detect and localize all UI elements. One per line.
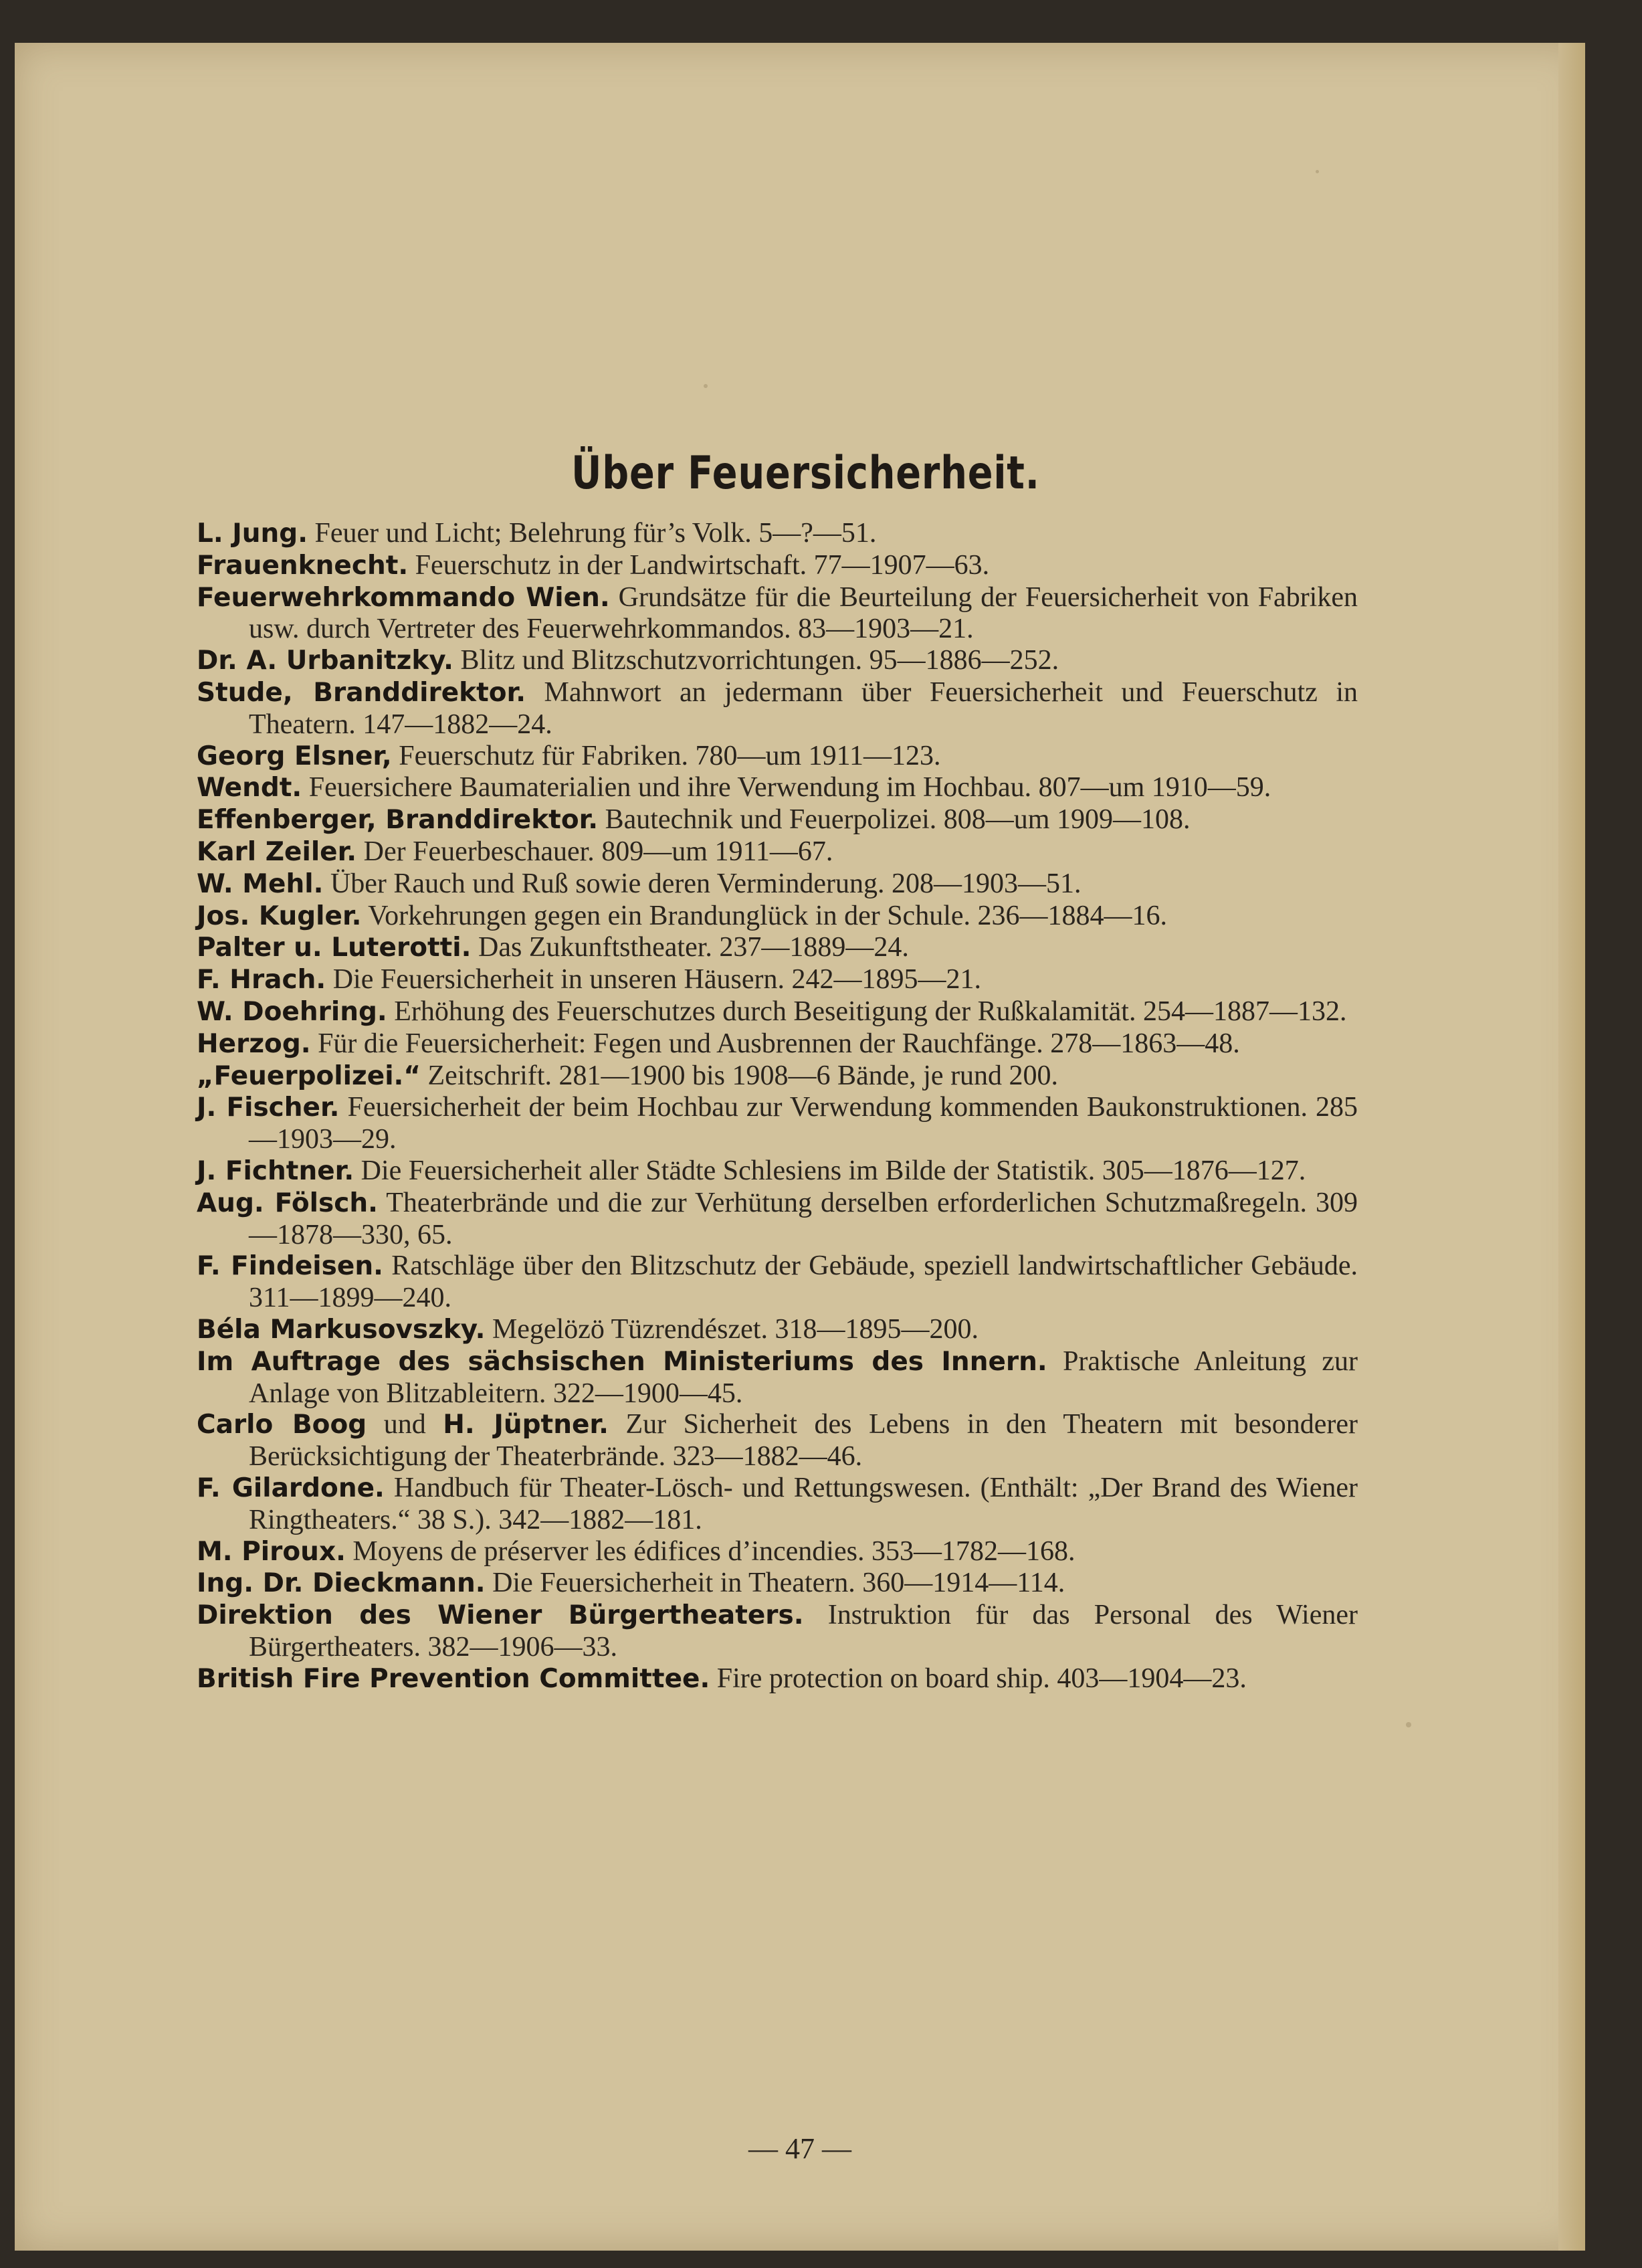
entry-author: J. Fischer.	[197, 1093, 340, 1123]
bibliography-entry	[197, 1188, 1358, 1251]
entry-text: Grundsätze für die Beurteilung der Feuersicherheit von Fabriken usw. durch Vertreter des Feuerwehrkommandos. 83—1903—21.	[249, 581, 1358, 645]
bibliography-entry	[197, 741, 1358, 773]
entry-author: W. Mehl.	[197, 868, 324, 899]
entry-text: Theaterbrände und die zur Verhütung derselben erforderlichen Schutzmaßregeln. 309—1878—330, 65.	[249, 1187, 1358, 1250]
entry-text: Feuersichere Baumaterialien und ihre Verwendung im Hochbau. 807—um 1910—59.	[302, 772, 1271, 804]
bibliography-entry	[197, 901, 1358, 933]
entry-author: Aug. Fölsch.	[197, 1188, 378, 1218]
bibliography-entry	[197, 772, 1358, 804]
entry-author: Wendt.	[197, 773, 302, 804]
bibliography-entry	[197, 996, 1358, 1028]
page-title: Über Feuersicherheit.	[571, 447, 1040, 500]
entry-text: Der Feuerbeschauer. 809—um 1911—67.	[356, 836, 833, 867]
entry-author: F. Findeisen.	[197, 1251, 383, 1282]
entry-author: Frauenknecht.	[197, 550, 409, 581]
entry-author: Effenberger, Branddirektor.	[197, 805, 599, 836]
bibliography-entry	[197, 582, 1358, 646]
entry-text: Feuerschutz in der Landwirtschaft. 77—1907—63.	[408, 549, 990, 581]
paper-spot	[704, 384, 708, 388]
bibliography-entry	[197, 645, 1358, 677]
bibliography-entry	[197, 518, 1358, 550]
entry-text: Feuersicherheit der beim Hochbau zur Verwendung kommenden Baukonstruktionen. 285—1903—29.	[249, 1092, 1358, 1155]
entry-author: Carlo Boog	[197, 1410, 367, 1440]
entry-author: Karl Zeiler.	[197, 836, 357, 867]
entry-text: Bautechnik und Feuerpolizei. 808—um 1909—108.	[598, 804, 1191, 836]
entry-text: Die Feuersicherheit in Theatern. 360—1914—114.	[485, 1568, 1065, 1599]
bibliography-entry	[197, 868, 1358, 901]
page-number: — 47 —	[748, 2132, 851, 2165]
bibliography-entry	[197, 1250, 1358, 1314]
entry-author: British Fire Prevention Committee.	[197, 1663, 710, 1694]
entry-text: Vorkehrungen gegen ein Brandunglück in der Schule. 236—1884—16.	[361, 900, 1168, 931]
entry-text: Megelözö Tüzrendészet. 318—1895—200.	[485, 1313, 979, 1345]
bibliography-entry	[197, 1663, 1358, 1695]
entry-author: Jos. Kugler.	[197, 901, 362, 931]
bibliography-entry	[197, 836, 1358, 868]
entry-author: Béla Markusovszky.	[197, 1314, 486, 1345]
entry-author: Dr. A. Urbanitzky.	[197, 646, 453, 676]
entry-author: Ing. Dr. Dieckmann.	[197, 1568, 486, 1599]
entry-author: Georg Elsner,	[197, 741, 392, 771]
entry-text: Moyens de préserver les édifices d’incendies. 353—1782—168.	[345, 1535, 1075, 1567]
bibliography-entry	[197, 677, 1358, 741]
entry-text: Zeitschrift. 281—1900 bis 1908—6 Bände, je rund 200.	[421, 1060, 1059, 1091]
entry-author: W. Doehring.	[197, 996, 387, 1027]
bibliography-entry	[197, 1600, 1358, 1663]
paper-spot	[1406, 1722, 1411, 1727]
bibliography-entry	[197, 1409, 1358, 1473]
entry-author: Im Auftrage des sächsischen Ministeriums des Innern.	[197, 1346, 1047, 1377]
paper-spot	[1316, 170, 1319, 173]
entry-text: Ratschläge über den Blitzschutz der Gebäude, speziell landwirtschaftlicher Gebäude. 311—1899—240.	[249, 1250, 1358, 1314]
entry-author: Stude, Branddirektor.	[197, 677, 526, 708]
bibliography-entry	[197, 804, 1358, 836]
entry-text: Mahnwort an jedermann über Feuersicherheit und Feuerschutz in Theatern. 147—1882—24.	[249, 676, 1358, 740]
entry-text: Erhöhung des Feuerschutzes durch Beseitigung der Rußkalamität. 254—1887—132.	[387, 996, 1347, 1027]
entry-text: Über Rauch und Ruß sowie deren Verminderung. 208—1903—51.	[323, 868, 1082, 899]
bibliography-entry	[197, 1568, 1358, 1600]
entry-author: „Feuerpolizei.“	[197, 1060, 421, 1091]
entry-author: M. Piroux.	[197, 1536, 346, 1567]
entry-text: Für die Feuersicherheit: Fegen und Ausbrennen der Rauchfänge. 278—1863—48.	[310, 1028, 1240, 1059]
entry-text: und	[367, 1409, 443, 1440]
entry-author: Herzog.	[197, 1028, 311, 1059]
entry-text: Feuer und Licht; Belehrung für’s Volk. 5—?—51.	[308, 518, 877, 549]
bibliography-list	[197, 518, 1358, 1695]
bibliography-entry	[197, 1060, 1358, 1093]
bibliography-entry	[197, 1473, 1358, 1536]
bibliography-entry	[197, 1346, 1358, 1410]
entry-text: Die Feuersicherheit aller Städte Schlesiens im Bilde der Statistik. 305—1876—127.	[354, 1155, 1306, 1186]
bibliography-entry	[197, 1314, 1358, 1346]
entry-author: F. Gilardone.	[197, 1473, 385, 1503]
entry-author: Feuerwehrkommando Wien.	[197, 582, 610, 613]
bibliography-entry	[197, 964, 1358, 996]
entry-text: Die Feuersicherheit in unseren Häusern. 242—1895—21.	[326, 964, 981, 996]
entry-text: Praktische Anleitung zur Anlage von Blitzableitern. 322—1900—45.	[249, 1345, 1358, 1409]
entry-text: Instruktion für das Personal des Wiener Bürgertheaters. 382—1906—33.	[249, 1600, 1358, 1663]
bibliography-entry	[197, 550, 1358, 582]
bibliography-entry	[197, 1536, 1358, 1568]
entry-text: Blitz und Blitzschutzvorrichtungen. 95—1886—252.	[453, 645, 1059, 676]
entry-text: Feuerschutz für Fabriken. 780—um 1911—123.	[391, 740, 941, 771]
entry-author: Direktion des Wiener Bürgertheaters.	[197, 1600, 804, 1631]
page-edge	[1558, 43, 1585, 2251]
book-page	[15, 43, 1585, 2251]
entry-author: J. Fichtner.	[197, 1155, 354, 1186]
entry-author: L. Jung.	[197, 518, 308, 549]
bibliography-entry	[197, 1155, 1358, 1188]
entry-text: Zur Sicherheit des Lebens in den Theatern mit besonderer Berücksichtigung der Theaterbrände. 323—1882—46.	[249, 1409, 1358, 1473]
bibliography-entry	[197, 1092, 1358, 1155]
entry-text: Handbuch für Theater-Lösch- und Rettungswesen. (Enthält: „Der Brand des Wiener Ringtheaters.“ 38 S.). 342—1882—181.	[249, 1472, 1358, 1535]
entry-author: Palter u. Luterotti.	[197, 933, 472, 963]
bibliography-entry	[197, 932, 1358, 964]
entry-text: Fire protection on board ship. 403—1904—23.	[710, 1663, 1247, 1694]
entry-author: H. Jüptner.	[443, 1410, 609, 1440]
entry-author: F. Hrach.	[197, 965, 326, 996]
entry-text: Das Zukunftstheater. 237—1889—24.	[471, 932, 909, 963]
bibliography-entry	[197, 1028, 1358, 1060]
